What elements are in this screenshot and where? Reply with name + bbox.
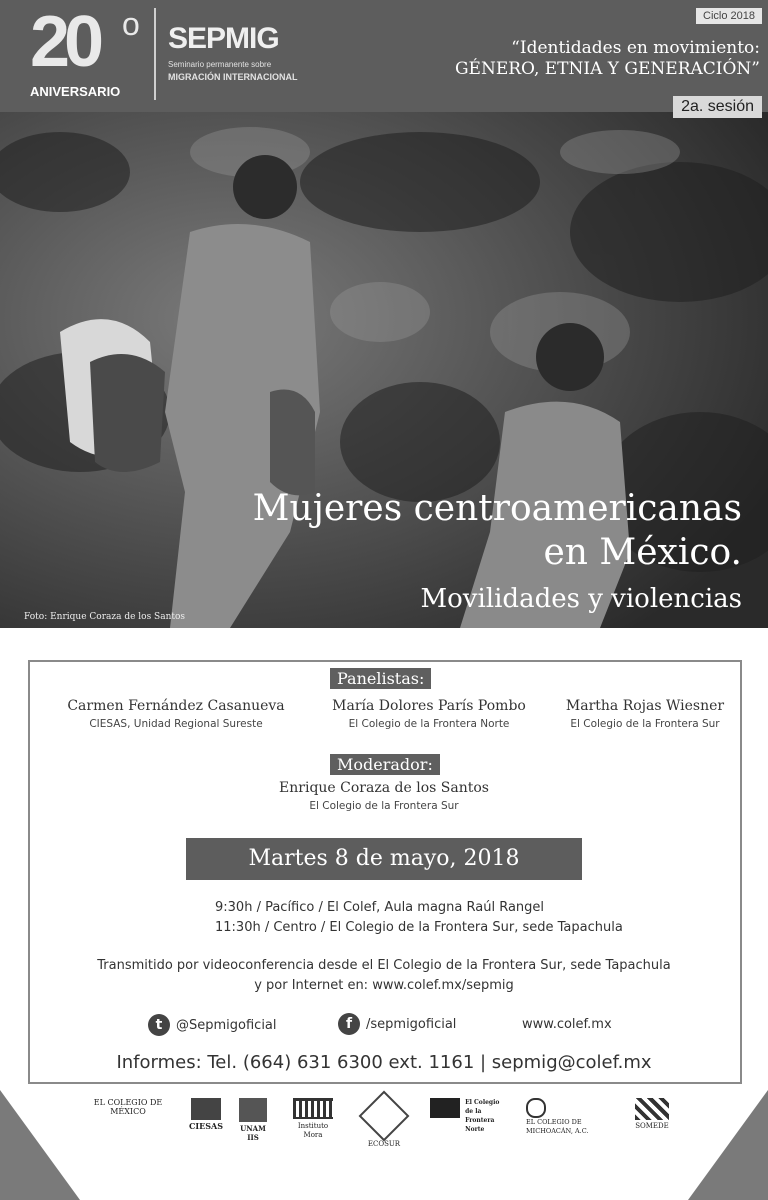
moderator-label: Moderador:: [330, 754, 440, 775]
transmission-line1: Transmitido por videoconferencia desde el El Colegio de la Frontera Sur, sede Tapachula: [97, 958, 671, 973]
logo-ecosur-text: ECOSUR: [367, 1140, 401, 1148]
anniversary-label: ANIVERSARIO: [30, 84, 121, 99]
logo-ecosur: [358, 1098, 410, 1149]
photo-credit: Foto: Enrique Coraza de los Santos: [24, 612, 186, 622]
series-title-line2: GÉNERO, ETNIA Y GENERACIÓN”: [454, 59, 760, 79]
hero-subtitle: Movilidades y violencias: [420, 584, 742, 614]
sepmig-logo: SEPMIG: [168, 22, 279, 55]
panelist-1-institution: CIESAS, Unidad Regional Sureste: [89, 718, 263, 730]
transmission-line2[interactable]: y por Internet en: www.colef.mx/sepmig: [254, 978, 514, 993]
logo-colef-text: El Colegio de la Frontera Norte: [465, 1099, 500, 1133]
logo-colmex: [92, 1098, 164, 1116]
header-banner: [0, 0, 768, 112]
logo-unam-text: UNAM IIS: [240, 1124, 266, 1142]
corner-decoration-right: [688, 1060, 768, 1200]
event-date: Martes 8 de mayo, 2018: [186, 838, 582, 880]
panelists-label: Panelistas:: [330, 668, 431, 689]
panelist-3-institution: El Colegio de la Frontera Sur: [570, 718, 720, 730]
logo-colef: [430, 1098, 506, 1134]
sepmig-subtitle: Seminario permanente sobre: [168, 60, 272, 69]
anniversary-number: 20: [30, 2, 99, 82]
panelist-2-name: María Dolores París Pombo: [332, 698, 526, 714]
website-link[interactable]: www.colef.mx: [522, 1017, 612, 1032]
series-title: [455, 38, 760, 80]
facebook-handle[interactable]: /sepmigoficial: [366, 1017, 457, 1032]
contact-informes: Informes: Tel. (664) 631 6300 ext. 1161 | sepmig@colef.mx: [116, 1052, 652, 1073]
panelist-1-name: Carmen Fernández Casanueva: [67, 698, 285, 714]
panelist-3-name: Martha Rojas Wiesner: [565, 698, 725, 714]
moderator-name: Enrique Coraza de los Santos: [279, 780, 489, 796]
schedule-pacific: 9:30h / Pacífico / El Colef, Aula magna Raúl Rangel: [215, 900, 545, 915]
logo-somede-text: SOMEDE: [635, 1122, 669, 1130]
schedule-center: 11:30h / Centro / El Colegio de la Frontera Sur, sede Tapachula: [215, 920, 623, 935]
header-divider: [154, 8, 156, 100]
logo-ciesas-text: CIESAS: [189, 1121, 223, 1131]
logo-mora: [290, 1098, 336, 1140]
facebook-icon[interactable]: f: [338, 1013, 360, 1035]
logo-colmich-text: EL COLEGIO DE MICHOACÁN, A.C.: [526, 1118, 589, 1135]
logo-unam: [236, 1098, 270, 1142]
logo-somede: [630, 1098, 674, 1131]
hero-title-line1: Mujeres centroamericanas: [252, 488, 742, 529]
series-title-line1: “Identidades en movimiento:: [511, 38, 760, 58]
anniversary-degree: o: [122, 6, 140, 42]
moderator-institution: El Colegio de la Frontera Sur: [309, 800, 459, 812]
hero-title-line2: en México.: [543, 532, 742, 573]
sepmig-subtitle-bold: MIGRACIÓN INTERNACIONAL: [168, 72, 298, 82]
logo-mora-text: Instituto Mora: [297, 1122, 329, 1139]
twitter-handle[interactable]: @Sepmigoficial: [176, 1018, 277, 1033]
logo-ciesas: [186, 1098, 226, 1131]
logo-colmex-text: EL COLEGIO DE MÉXICO: [93, 1098, 163, 1116]
cycle-badge: Ciclo 2018: [696, 8, 762, 24]
panelist-2-institution: El Colegio de la Frontera Norte: [348, 718, 510, 730]
twitter-icon[interactable]: t: [148, 1014, 170, 1036]
session-badge: 2a. sesión: [673, 96, 762, 118]
corner-decoration-left: [0, 1060, 80, 1200]
logo-colmich: [526, 1098, 616, 1136]
